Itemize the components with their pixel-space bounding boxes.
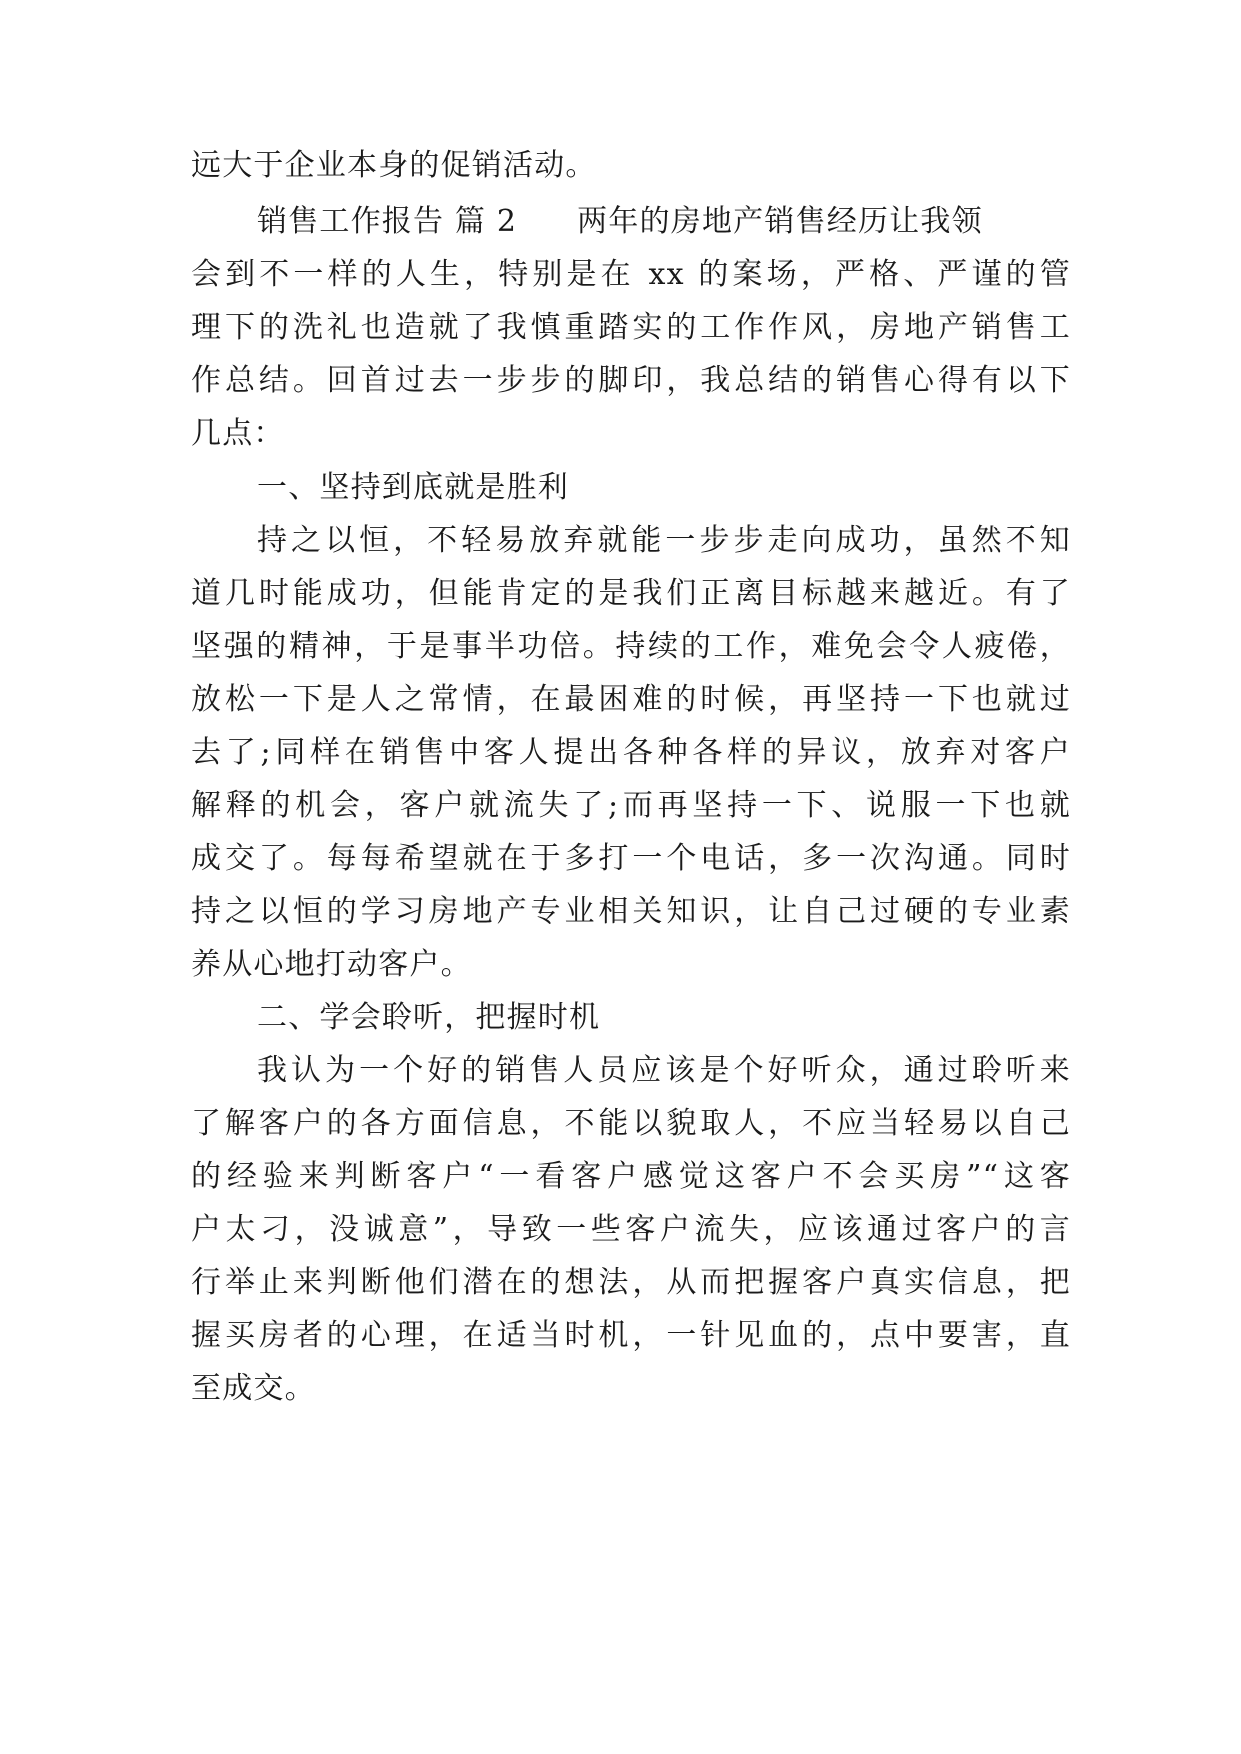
heading-line xyxy=(257,192,1071,252)
text-line: 几点： xyxy=(191,416,285,451)
text-line: 作总结。回首过去一步步的脚印，我总结的销售心得有以下 xyxy=(191,363,1071,398)
text-line: 我认为一个好的销售人员应该是个好听众，通过聆听来 xyxy=(257,1053,1071,1088)
text-line: 道几时能成功，但能肯定的是我们正离目标越来越近。有了 xyxy=(191,576,1071,611)
text-line: 至成交。 xyxy=(191,1371,316,1406)
text-line: 成交了。每每希望就在于多打一个电话，多一次沟通。同时 xyxy=(191,841,1071,876)
text-line: 户太刁，没诚意”，导致一些客户流失，应该通过客户的言 xyxy=(191,1212,1071,1247)
text-line: 解释的机会，客户就流失了;而再坚持一下、说服一下也就 xyxy=(191,788,1071,823)
text-line: 会到不一样的人生，特别是在 xx 的案场，严格、严谨的管 xyxy=(191,257,1071,292)
text-line: 放松一下是人之常情，在最困难的时候，再坚持一下也就过 xyxy=(191,682,1071,717)
text-line: 理下的洗礼也造就了我慎重踏实的工作作风，房地产销售工 xyxy=(191,310,1071,345)
text-line: 握买房者的心理，在适当时机，一针见血的，点中要害，直 xyxy=(191,1318,1071,1353)
text-run: 两年的房地产销售经历让我领 xyxy=(577,204,983,239)
subheading-1: 一、坚持到底就是胜利 xyxy=(257,470,569,505)
text-line: 的经验来判断客户“一看客户感觉这客户不会买房”“这客 xyxy=(191,1159,1071,1194)
section-title: 销售工作报告 篇 2 xyxy=(257,204,518,239)
text-line: 养从心地打动客户。 xyxy=(191,947,472,982)
subheading-2: 二、学会聆听，把握时机 xyxy=(257,1000,601,1035)
text-line: 坚强的精神，于是事半功倍。持续的工作，难免会令人疲倦， xyxy=(191,629,1071,664)
text-line: 行举止来判断他们潜在的想法，从而把握客户真实信息，把 xyxy=(191,1265,1071,1300)
text-line: 远大于企业本身的促销活动。 xyxy=(191,148,597,183)
text-line: 持之以恒，不轻易放弃就能一步步走向成功，虽然不知 xyxy=(257,523,1071,558)
text-line: 去了;同样在销售中客人提出各种各样的异议，放弃对客户 xyxy=(191,735,1071,770)
text-line: 持之以恒的学习房地产专业相关知识，让自己过硬的专业素 xyxy=(191,894,1071,929)
text-line: 了解客户的各方面信息，不能以貌取人，不应当轻易以自己 xyxy=(191,1106,1071,1141)
